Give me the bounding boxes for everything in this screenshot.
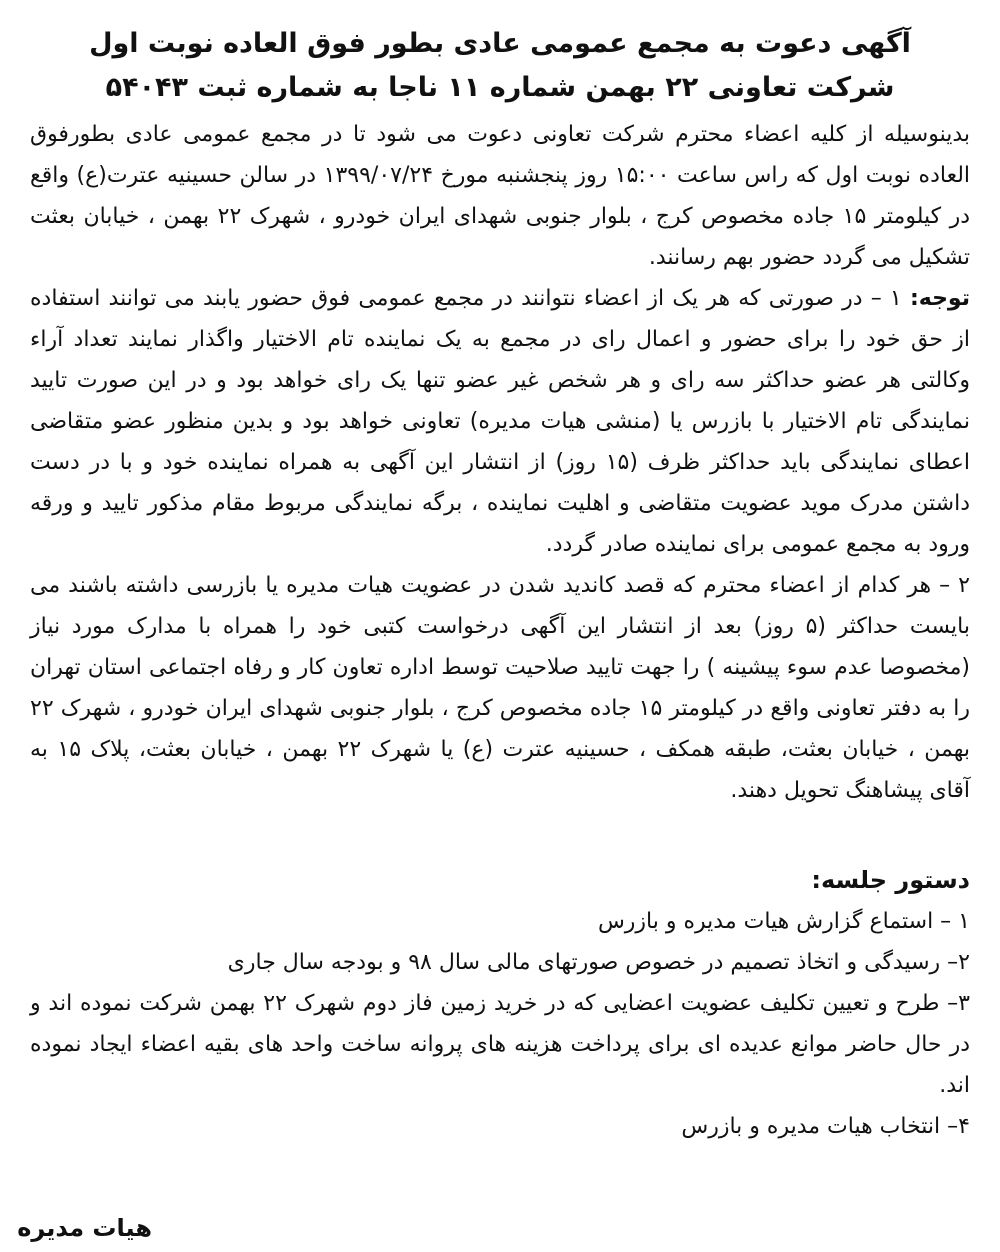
board-signature: هیات مدیره xyxy=(17,1214,152,1242)
agenda-title: دستور جلسه: xyxy=(811,866,970,894)
spacer xyxy=(30,811,970,853)
agenda-item-4: ۴– انتخاب هیات مدیره و بازرس xyxy=(681,1114,970,1139)
intro-paragraph: بدینوسیله از کلیه اعضاء محترم شرکت تعاونی دعوت می شود تا در مجمع عمومی عادی بطورفوق العاده نوبت اول که راس ساعت ۱۵:۰۰ روز پنجشنبه مورخ ۱۳۹۹/۰۷/۲۴ در سالن حسینیه عترت(ع) واقع در کیلومتر ۱۵ جاده مخصوص کرج ، بلوار جنوبی شهدای ایران خودرو ، شهرک ۲۲ بهمن ، خیابان بعثت تشکیل می گردد حضور بهم رسانند. xyxy=(30,122,971,270)
title-line-2: شرکت تعاونی ۲۲ بهمن شماره ۱۱ ناجا به شماره ثبت ۵۴۰۴۳ xyxy=(105,72,895,103)
agenda-item-3: ۳– طرح و تعیین تکلیف عضویت اعضایی که در خرید زمین فاز دوم شهرک ۲۲ بهمن شرکت نموده اند و در حال حاضر موانع عدیده ای برای پرداخت هزینه های پروانه ساخت واحد های بقیه اعضاء ایجاد نموده اند. xyxy=(30,991,970,1098)
note-2: ۲ – هر کدام از اعضاء محترم که قصد کاندید شدن در عضویت هیات مدیره یا بازرسی داشته باشند می بایست حداکثر (۵ روز) بعد از انتشار این آگهی درخواست کتبی خود را همراه با مدارک مورد نیاز (مخصوصا عدم سوء پیشینه ) را جهت تایید صلاحیت توسط اداره تعاون کار و رفاه اجتماعی استان تهران را به دفتر تعاونی واقع در کیلومتر ۱۵ جاده مخصوص کرج ، بلوار جنوبی شهدای ایران خودرو ، شهرک ۲۲ بهمن ، خیابان بعثت، طبقه همکف ، حسینیه عترت (ع) یا شهرک ۲۲ بهمن ، خیابان بعثت، پلاک ۱۵ به آقای پیشاهنگ تحویل دهند. xyxy=(30,573,970,803)
agenda-item-1: ۱ – استماع گزارش هیات مدیره و بازرس xyxy=(597,909,970,934)
note-1-text: ۱ – در صورتی که هر یک از اعضاء نتوانند در مجمع عمومی فوق حضور یابند می توانند استفاده از حق خود را برای حضور و اعمال رای در مجمع به یک نماینده تام الاختیار واگذار نمایند تعداد آراء وکالتی هر عضو حداکثر سه رای و هر شخص غیر عضو تنها یک رای خواهد بود و در این صورت تایید نمایندگی تام الاختیار با بازرس یا (منشی هیات مدیره) تعاونی خواهد بود و بدین منظور عضو متقاضی اعطای نمایندگی باید حداکثر ظرف (۱۵ روز) از انتشار این آگهی به همراه نماینده خود و با در دست داشتن مدرک موید عضویت متقاضی و اهلیت نماینده ، برگه نمایندگی مربوط مقام مذکور تایید و ورقه ورود به مجمع عمومی برای نماینده صادر گردد. xyxy=(30,286,970,557)
agenda-list xyxy=(30,901,970,1147)
note-label: توجه: xyxy=(909,286,970,311)
agenda-item-2: ۲– رسیدگی و اتخاذ تصمیم در خصوص صورتهای مالی سال ۹۸ و بودجه سال جاری xyxy=(227,950,970,975)
note-1 xyxy=(30,278,970,565)
title-line-1: آگهی دعوت به مجمع عمومی عادی بطور فوق العاده نوبت اول xyxy=(89,28,911,59)
